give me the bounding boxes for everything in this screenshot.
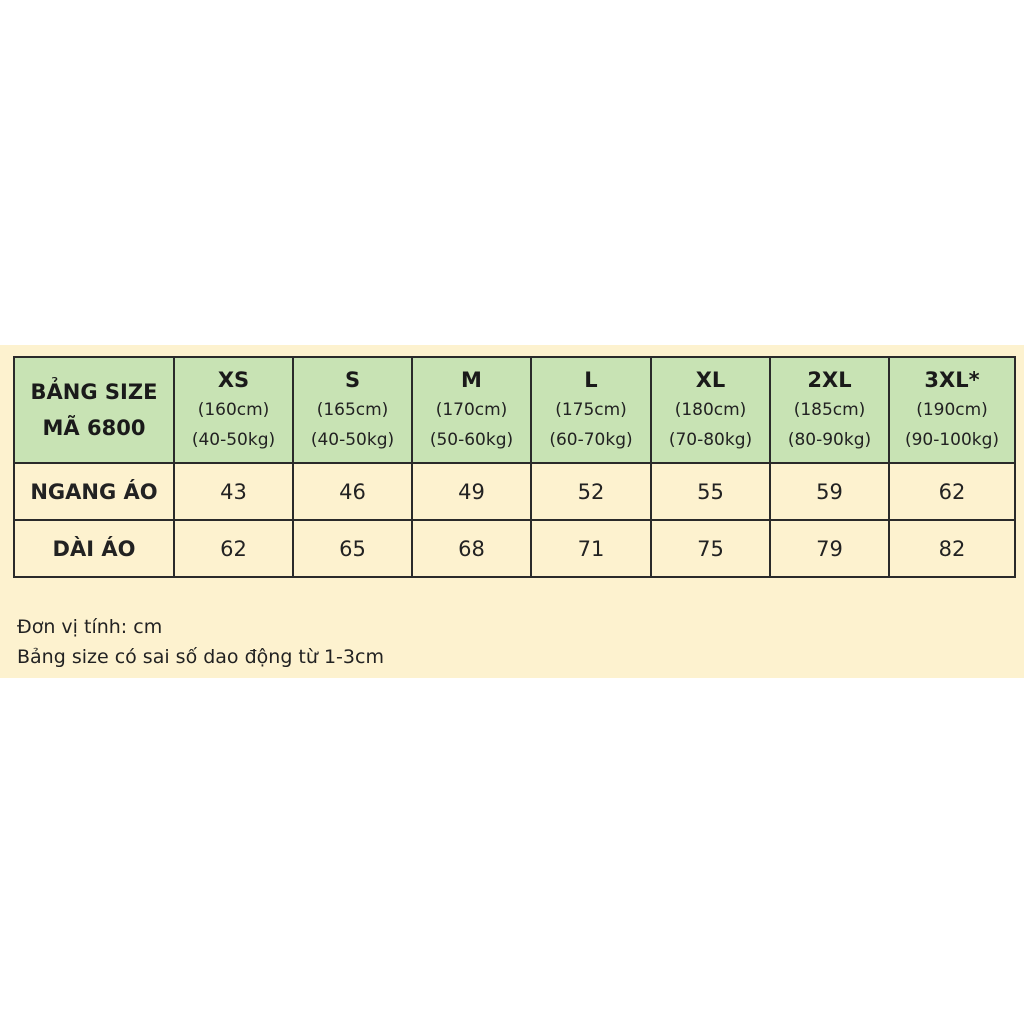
table-cell: 65 [293, 520, 412, 577]
size-header-xs [174, 357, 293, 463]
table-cell: 59 [770, 463, 889, 520]
table-row-ngang-ao [14, 463, 1015, 520]
size-header-s [293, 357, 412, 463]
table-cell: 43 [174, 463, 293, 520]
size-height: (160cm) [197, 400, 270, 420]
size-weight: (50-60kg) [429, 430, 514, 450]
header-row [14, 357, 1015, 463]
table-title-line2: MÃ 6800 [42, 416, 146, 440]
unit-note: Đơn vị tính: cm [17, 616, 163, 638]
row-label: DÀI ÁO [14, 520, 174, 577]
size-header-xl [651, 357, 770, 463]
size-name: XS [217, 368, 250, 392]
table-cell: 55 [651, 463, 770, 520]
size-name: 2XL [807, 368, 852, 392]
size-header-l [531, 357, 651, 463]
table-cell: 68 [412, 520, 531, 577]
size-name: XL [695, 368, 726, 392]
tolerance-note: Bảng size có sai số dao động từ 1-3cm [17, 646, 384, 668]
size-name: L [584, 368, 598, 392]
size-height: (185cm) [793, 400, 866, 420]
size-weight: (70-80kg) [668, 430, 753, 450]
size-height: (175cm) [555, 400, 627, 420]
notes [17, 612, 384, 672]
table-cell: 62 [889, 463, 1015, 520]
table-cell: 79 [770, 520, 889, 577]
table-cell: 62 [174, 520, 293, 577]
table-cell: 82 [889, 520, 1015, 577]
size-height: (170cm) [435, 400, 508, 420]
size-height: (190cm) [916, 400, 988, 420]
row-label: NGANG ÁO [14, 463, 174, 520]
size-name: S [344, 368, 361, 392]
table-title [14, 357, 174, 463]
table-cell: 75 [651, 520, 770, 577]
size-weight: (40-50kg) [310, 430, 395, 450]
size-height: (165cm) [316, 400, 389, 420]
table-row-dai-ao [14, 520, 1015, 577]
size-header-3xl [889, 357, 1015, 463]
size-weight: (60-70kg) [549, 430, 633, 450]
size-table [13, 356, 1016, 578]
table-cell: 71 [531, 520, 651, 577]
table-cell: 49 [412, 463, 531, 520]
size-weight: (80-90kg) [787, 430, 872, 450]
size-chart-panel [0, 345, 1024, 678]
size-header-m [412, 357, 531, 463]
size-weight: (40-50kg) [191, 430, 276, 450]
size-name: M [461, 368, 482, 392]
table-title-line1: BẢNG SIZE [30, 380, 158, 404]
table-cell: 46 [293, 463, 412, 520]
size-height: (180cm) [674, 400, 747, 420]
size-name: 3XL* [924, 368, 980, 392]
size-header-2xl [770, 357, 889, 463]
size-weight: (90-100kg) [904, 430, 1000, 450]
table-cell: 52 [531, 463, 651, 520]
